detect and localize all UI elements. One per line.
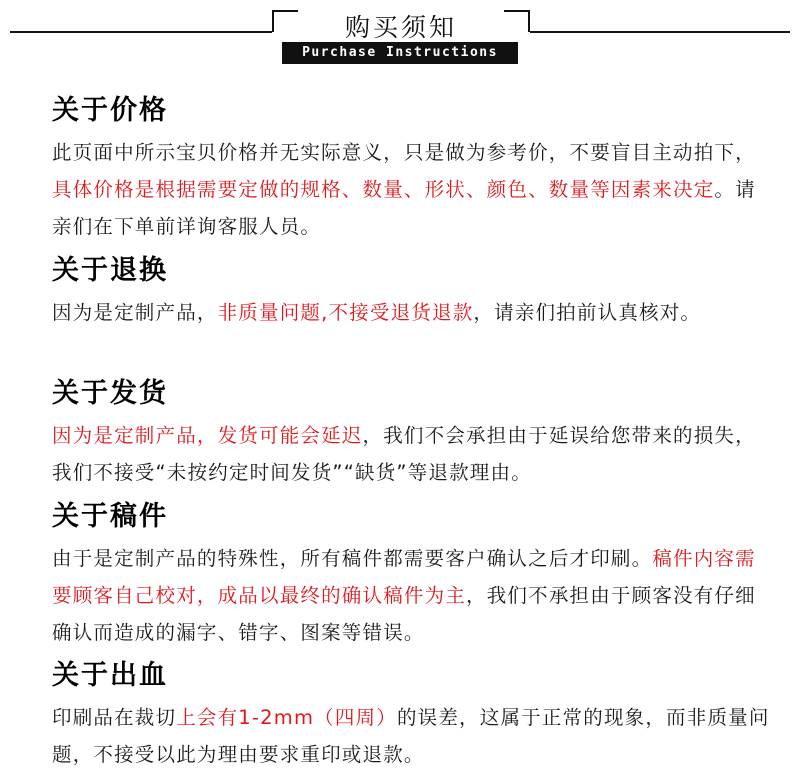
section-heading: 关于稿件	[52, 501, 168, 532]
header-rule-left	[10, 31, 272, 33]
section-heading: 关于退换	[52, 255, 168, 286]
body-text: 印刷品在裁切	[52, 706, 177, 729]
section-body	[52, 540, 772, 651]
header-rule-right	[530, 31, 790, 33]
section-body	[52, 699, 772, 773]
section-heading: 关于出血	[52, 660, 168, 691]
body-text: ，请亲们拍前认真核对。	[473, 301, 702, 324]
body-text-highlight: 稿件内容需要顾客自己校对，成品以最终的确认稿件为主	[52, 547, 756, 607]
section-returns	[52, 254, 772, 331]
section-shipping	[52, 377, 772, 491]
body-text: 因为是定制产品，	[52, 301, 218, 324]
body-text: 由于是定制产品的特殊性，所有稿件都需要客户确认之后才印刷。	[52, 547, 653, 570]
body-text-highlight: 非质量问题,不接受退货退款	[217, 301, 474, 324]
body-text: 此页面中所示宝贝价格并无实际意义，只是做为参考价，不要盲目主动拍下，	[52, 141, 756, 164]
body-text: ，我们不会承担由于延误给您带来的损失，我们不接受“未按约定时间发货”“缺货”等退款理由。	[52, 424, 756, 484]
section-heading: 关于价格	[52, 95, 168, 126]
section-body	[52, 294, 772, 331]
body-text: 的误差，这属于正常的现象，而非质量问题，不接受以此为理由要求重印或退款。	[52, 706, 770, 766]
section-heading: 关于发货	[52, 378, 168, 409]
section-body	[52, 134, 772, 245]
page-subtitle-banner: Purchase Instructions	[282, 42, 518, 64]
body-text: 。请亲们在下单前详询客服人员。	[52, 178, 756, 238]
body-text: ，我们不承担由于顾客没有仔细确认而造成的漏字、错字、图案等错误。	[52, 584, 756, 644]
section-price	[52, 94, 772, 245]
body-text-highlight: 具体价格是根据需要定做的规格、数量、形状、颜色、数量等因素来决定	[52, 178, 715, 201]
page-title: 购买须知	[344, 13, 457, 42]
body-text-highlight: 因为是定制产品，发货可能会延迟	[52, 424, 363, 447]
section-bleed	[52, 659, 772, 773]
section-artwork	[52, 500, 772, 651]
section-body	[52, 417, 772, 491]
body-text-highlight: 上会有1-2mm（四周）	[176, 706, 397, 729]
